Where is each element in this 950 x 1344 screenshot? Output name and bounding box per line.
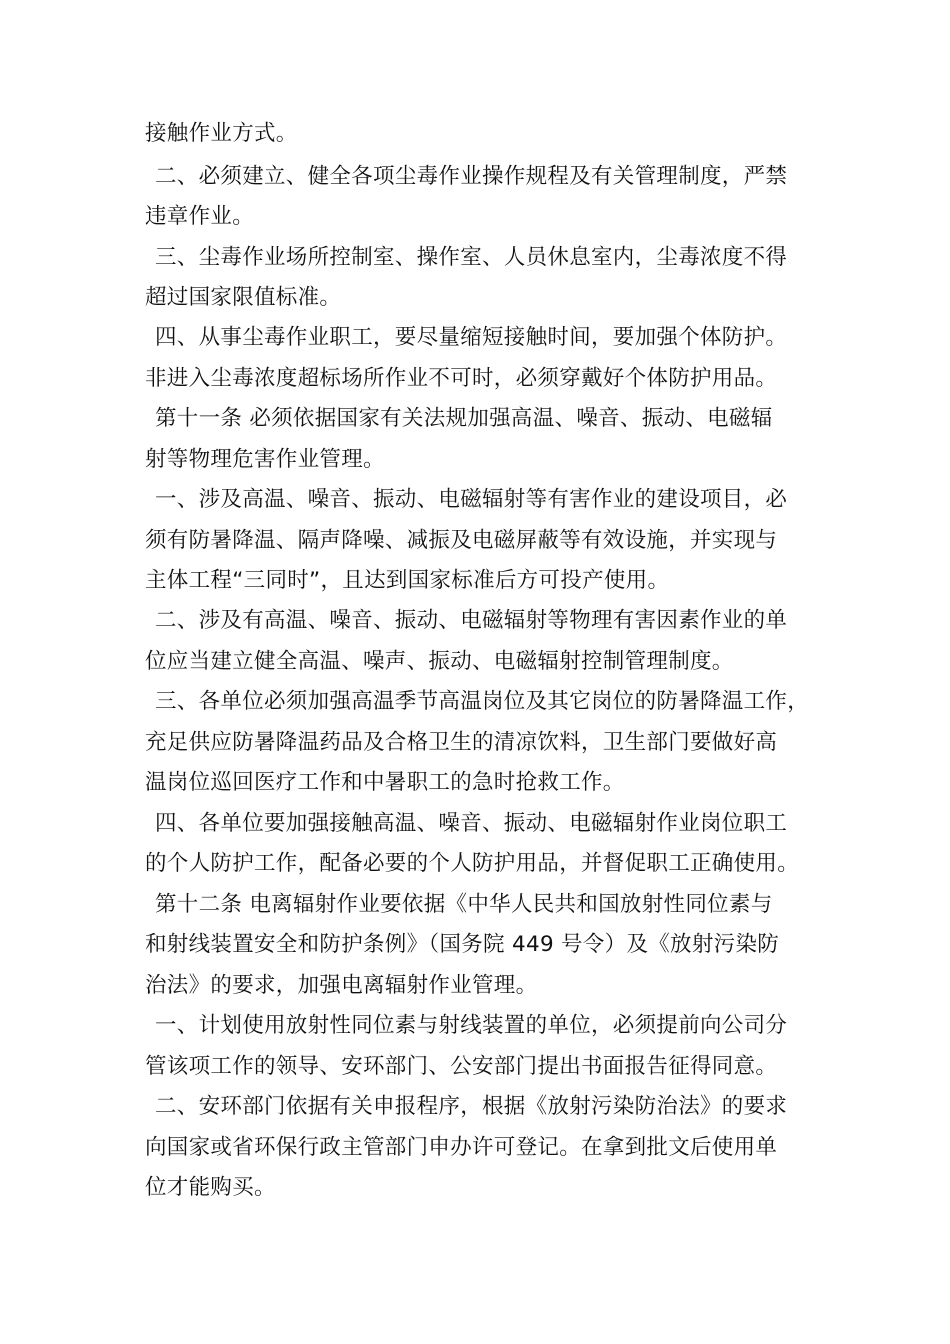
text-line: 三、各单位必须加强高温季节高温岗位及其它岗位的防暑降温工作， [155, 689, 810, 714]
text-line: 一、涉及高温、噪音、振动、电磁辐射等有害作业的建设项目，必 [155, 487, 788, 512]
text-line: 位才能购买。 [145, 1175, 276, 1200]
text-line: 接触作业方式。 [145, 121, 298, 146]
text-line: 的个人防护工作，配备必要的个人防护用品，并督促职工正确使用。 [145, 851, 800, 876]
text-line: 二、安环部门依据有关申报程序，根据《放射污染防治法》的要求 [155, 1094, 788, 1119]
text-line: 非进入尘毒浓度超标场所作业不可时，必须穿戴好个体防护用品。 [145, 366, 778, 391]
text-line: 主体工程“三同时”，且达到国家标准后方可投产使用。 [145, 568, 670, 593]
text-line: 治法》的要求，加强电离辐射作业管理。 [145, 973, 538, 998]
text-line: 充足供应防暑降温药品及合格卫生的清凉饮料，卫生部门要做好高 [145, 730, 778, 755]
text-line: 第十二条 电离辐射作业要依据《中华人民共和国放射性同位素与 [155, 892, 773, 917]
text-line: 二、涉及有高温、噪音、振动、电磁辐射等物理有害因素作业的单 [155, 608, 788, 633]
text-line: 向国家或省环保行政主管部门申办许可登记。在拿到批文后使用单 [145, 1135, 778, 1160]
text-line: 四、各单位要加强接触高温、噪音、振动、电磁辐射作业岗位职工 [155, 811, 788, 836]
text-line: 射等物理危害作业管理。 [145, 447, 385, 472]
text-line: 管该项工作的领导、安环部门、公安部门提出书面报告征得同意。 [145, 1054, 778, 1079]
text-line: 四、从事尘毒作业职工，要尽量缩短接触时间，要加强个体防护。 [155, 325, 788, 350]
text-line: 第十一条 必须依据国家有关法规加强高温、噪音、振动、电磁辐 [155, 406, 773, 431]
text-line: 须有防暑降温、隔声降噪、减振及电磁屏蔽等有效设施，并实现与 [145, 528, 778, 553]
text-line: 位应当建立健全高温、噪声、振动、电磁辐射控制管理制度。 [145, 649, 734, 674]
text-line: 违章作业。 [145, 204, 255, 229]
text-line: 二、必须建立、健全各项尘毒作业操作规程及有关管理制度，严禁 [155, 164, 788, 189]
text-line: 一、计划使用放射性同位素与射线装置的单位，必须提前向公司分 [155, 1013, 788, 1038]
text-line: 三、尘毒作业场所控制室、操作室、人员休息室内，尘毒浓度不得 [155, 245, 788, 270]
text-line: 和射线装置安全和防护条例》（国务院 449 号令）及《放射污染防 [145, 932, 780, 957]
text-line: 超过国家限值标准。 [145, 285, 342, 310]
text-line: 温岗位巡回医疗工作和中暑职工的急时抢救工作。 [145, 770, 625, 795]
